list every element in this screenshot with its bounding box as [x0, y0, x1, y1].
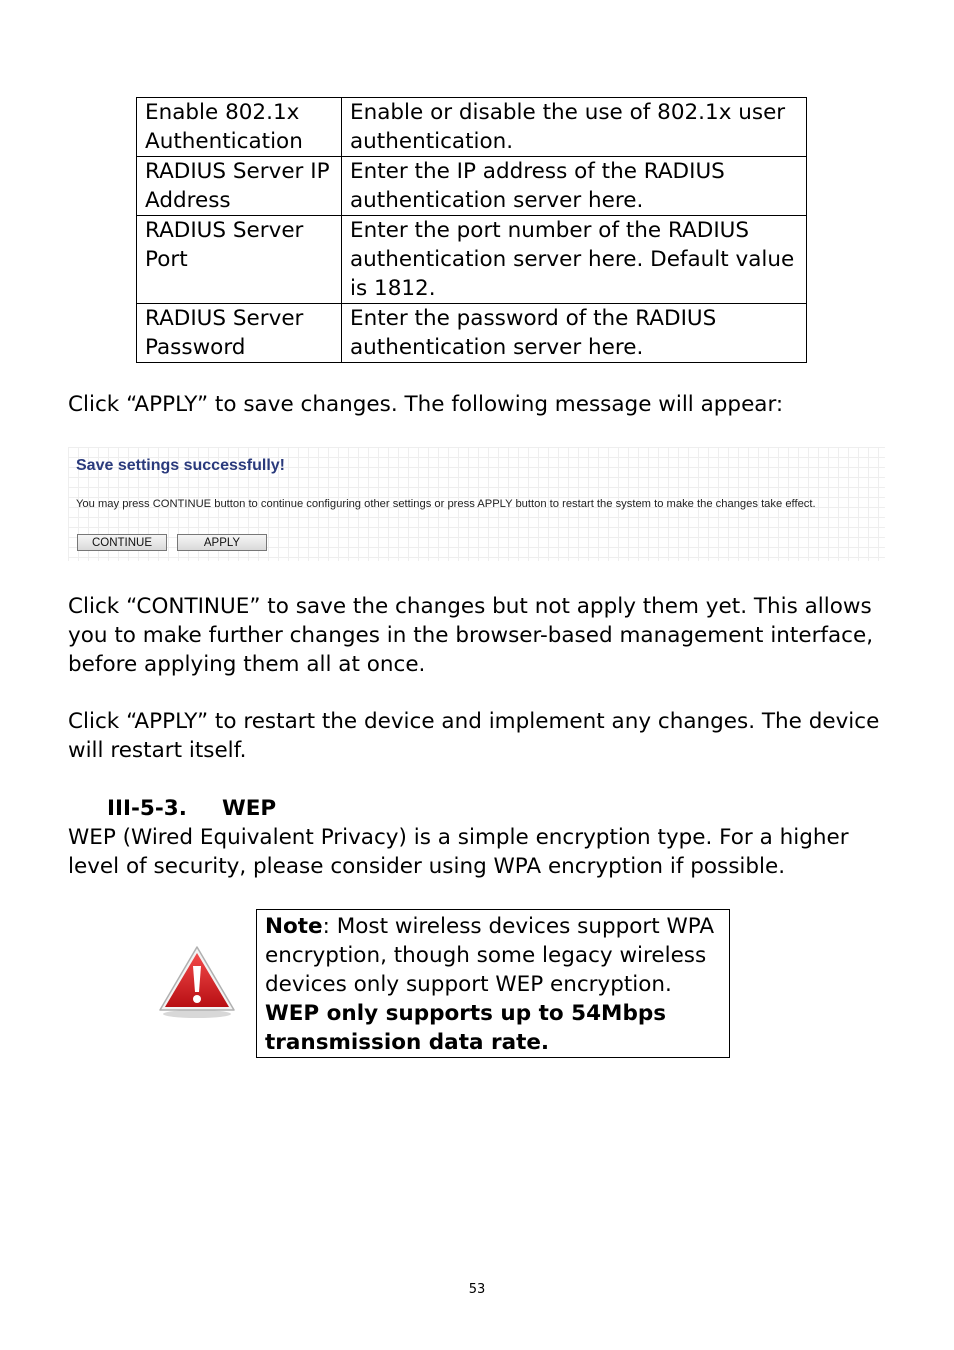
param-description: Enter the password of the RADIUS authentication server here. [342, 304, 807, 363]
param-name: RADIUS Server Port [137, 216, 342, 304]
save-success-message: You may press CONTINUE button to continue configuring other settings or press APPLY button to restart the system to make the changes take effect. [76, 498, 816, 510]
param-description: Enter the IP address of the RADIUS authentication server here. [342, 157, 807, 216]
save-settings-screenshot [68, 447, 885, 561]
table-row [137, 157, 807, 216]
param-name: RADIUS Server IP Address [137, 157, 342, 216]
table-row [137, 98, 807, 157]
apply-button[interactable]: APPLY [177, 534, 267, 551]
apply-paragraph: Click “APPLY” to restart the device and implement any changes. The device will restart itself. [68, 709, 880, 763]
param-description: Enter the port number of the RADIUS authentication server here. Default value is 1812. [342, 216, 807, 304]
continue-button[interactable]: CONTINUE [77, 534, 167, 551]
note-bold-text: WEP only supports up to 54Mbps transmission data rate. [265, 1001, 667, 1055]
table-row [137, 216, 807, 304]
wep-paragraph: WEP (Wired Equivalent Privacy) is a simple encryption type. For a higher level of security, please consider using WPA encryption if possible. [68, 825, 849, 879]
note-label: Note [265, 914, 323, 939]
section-heading [107, 794, 276, 823]
param-description: Enable or disable the use of 802.1x user authentication. [342, 98, 807, 157]
param-name: Enable 802.1x Authentication [137, 98, 342, 157]
note-box [256, 909, 730, 1058]
apply-intro-text: Click “APPLY” to save changes. The following message will appear: [68, 392, 784, 417]
continue-paragraph: Click “CONTINUE” to save the changes but not apply them yet. This allows you to make further changes in the browser-based management interface, before applying them all at once. [68, 594, 874, 677]
page-number: 53 [468, 1282, 486, 1297]
save-success-title: Save settings successfully! [76, 457, 285, 474]
section-number: III-5-3. [107, 796, 187, 821]
section-title: WEP [222, 796, 277, 821]
table-row [137, 304, 807, 363]
warning-triangle-icon [158, 944, 236, 1020]
parameter-table [136, 97, 807, 363]
note-text: : Most wireless devices support WPA encryption, though some legacy wireless devices only support WEP encryption. [265, 914, 715, 997]
param-name: RADIUS Server Password [137, 304, 342, 363]
